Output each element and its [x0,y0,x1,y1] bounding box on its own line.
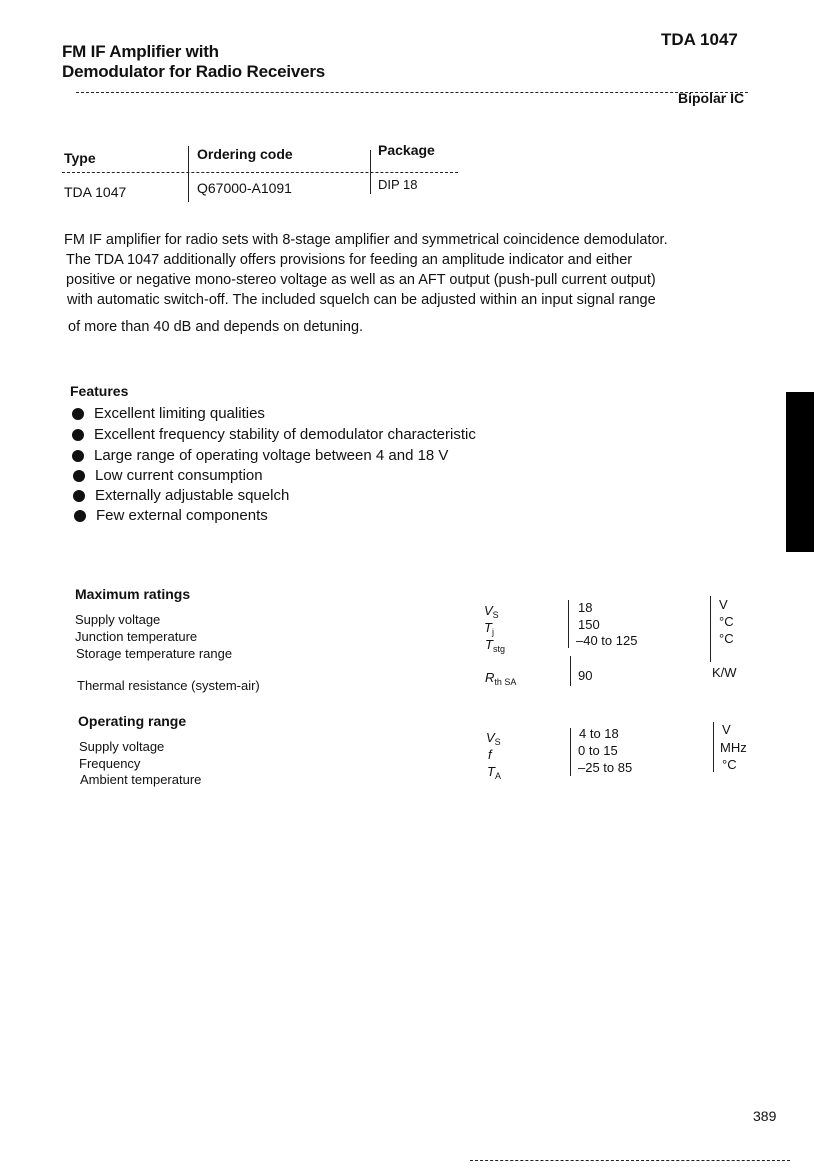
ordering-header-type: Type [64,150,96,166]
bullet-icon [72,450,84,462]
bullet-icon [72,429,84,441]
ordering-cell-type: TDA 1047 [64,184,127,200]
maximum-ratings-heading: Maximum ratings [75,586,191,602]
rating-unit: K/W [712,665,737,680]
feature-item [72,447,448,464]
feature-text: Few external components [96,507,268,524]
rating-param: Storage temperature range [76,646,233,661]
ordering-header-package: Package [378,142,435,158]
part-number: TDA 1047 [661,30,738,49]
footer-divider [470,1160,790,1161]
description-line-5: of more than 40 dB and depends on detuning. [68,319,364,335]
operating-value: 4 to 18 [579,726,619,741]
bullet-icon [73,470,85,482]
rating-param: Junction temperature [75,629,198,644]
ordering-table-rule [62,172,458,173]
feature-text: Large range of operating voltage between 4 and 18 V [94,447,449,464]
rating-symbol: $T_j$ [484,620,494,637]
ratings-unit-divider [710,596,711,662]
operating-param: Supply voltage [79,739,165,754]
rating-symbol: $T_{stg}$ [485,637,505,654]
rating-unit: °C [719,614,734,629]
operating-param: Ambient temperature [80,772,202,787]
operating-value-divider [570,728,571,776]
description-line-2: The TDA 1047 additionally offers provisions for feeding an amplitude indicator and either [66,252,633,268]
bullet-icon [72,408,84,420]
feature-text: Excellent frequency stability of demodulator characteristic [94,426,476,443]
feature-item [73,467,263,484]
ordering-table-col-divider-1 [188,146,189,202]
operating-unit-divider [713,722,714,772]
rating-param: Supply voltage [75,612,161,627]
rating-value: –40 to 125 [576,633,638,648]
feature-item [73,487,289,504]
operating-symbol: $V_S$ [486,730,501,747]
page-edge-tab-marker [786,392,814,552]
description-line-4: with automatic switch-off. The included squelch can be adjusted within an input signal range [67,292,656,308]
title-divider [76,92,748,93]
ordering-cell-package: DIP 18 [378,177,418,192]
rating-param: Thermal resistance (system-air) [77,678,260,693]
rating-value: 90 [578,668,593,683]
rating-value: 18 [578,600,593,615]
operating-range-heading: Operating range [78,713,187,729]
feature-text: Low current consumption [95,467,263,484]
page-title-line-2: Demodulator for Radio Receivers [62,62,326,81]
operating-unit: MHz [720,740,747,755]
operating-value: 0 to 15 [578,743,618,758]
feature-item [72,426,476,443]
operating-unit: °C [722,757,737,772]
technology-label: Bipolar IC [678,90,745,106]
rating-value: 150 [578,617,600,632]
operating-unit: V [722,722,731,737]
features-heading: Features [70,383,129,399]
description-line-3: positive or negative mono-stereo voltage as well as an AFT output (push-pull current output) [66,272,656,288]
operating-param: Frequency [79,756,141,771]
operating-symbol: $T_A$ [487,764,501,781]
rating-symbol: $V_S$ [484,603,499,620]
rating-unit: V [719,597,728,612]
ordering-table-col-divider-2 [370,150,371,194]
description-line-1: FM IF amplifier for radio sets with 8-stage amplifier and symmetrical coincidence demodulator. [64,232,668,248]
page-number: 389 [753,1108,777,1124]
ratings-value-divider [568,600,569,648]
feature-text: Excellent limiting qualities [94,405,265,422]
bullet-icon [73,490,85,502]
bullet-icon [74,510,86,522]
ordering-cell-code: Q67000-A1091 [197,180,292,196]
rating-unit: °C [719,631,734,646]
ordering-header-code: Ordering code [197,146,293,162]
ratings-value-divider [570,656,571,686]
feature-item [72,405,265,422]
operating-value: –25 to 85 [578,760,633,775]
operating-symbol: f [488,747,492,762]
feature-text: Externally adjustable squelch [95,487,290,504]
page-title-line-1: FM IF Amplifier with [62,42,219,61]
rating-symbol: $R_{th SA}$ [485,670,517,687]
feature-item [74,507,268,524]
